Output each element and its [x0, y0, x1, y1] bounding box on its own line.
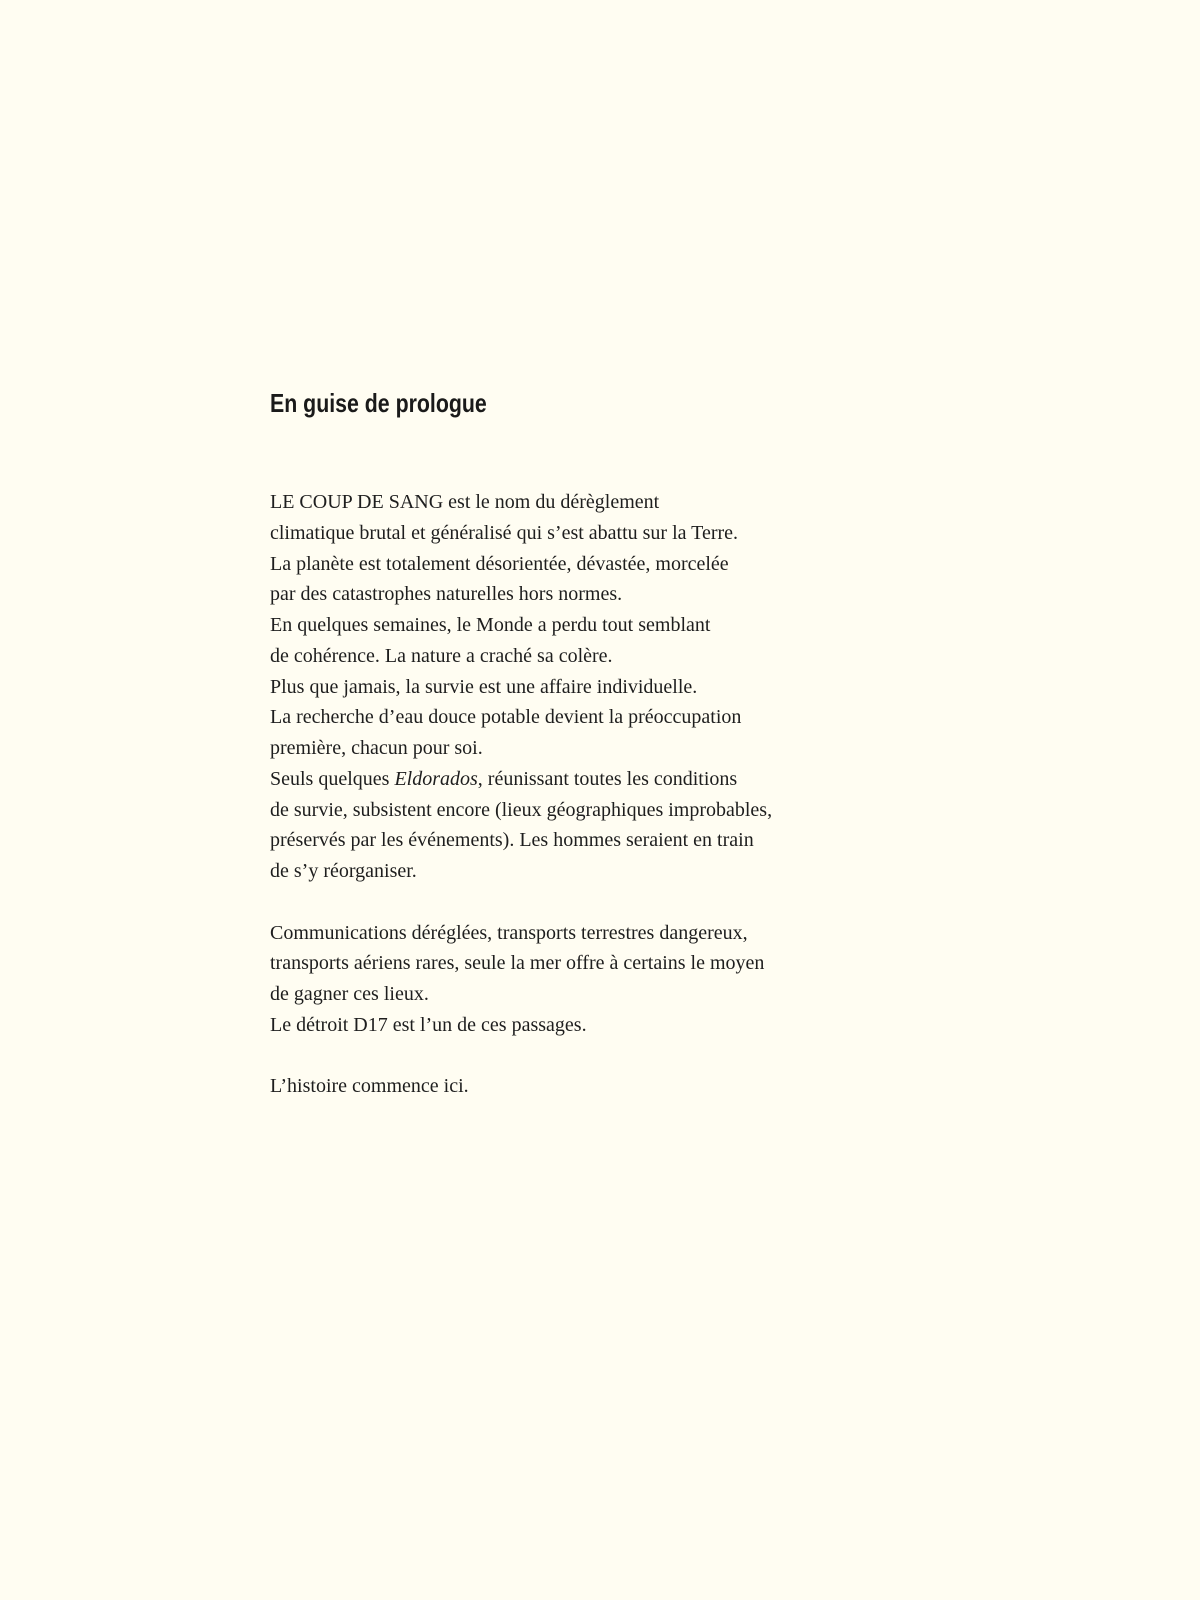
- text-line: de gagner ces lieux.: [270, 983, 429, 1005]
- prologue-text: [270, 487, 830, 1102]
- text-line: climatique brutal et généralisé qui s’est abattu sur la Terre.: [270, 521, 739, 544]
- prologue-title: En guise de prologue: [270, 388, 487, 418]
- text-line: Plus que jamais, la survie est une affaire individuelle.: [270, 675, 698, 698]
- paragraph-spacer: [270, 1041, 830, 1072]
- text-line: LE COUP DE SANG est le nom du dérèglement: [270, 491, 660, 513]
- text-line-eldorados: [270, 764, 830, 795]
- eldorados-italic: Eldorados: [394, 767, 478, 790]
- paragraph-histoire: [270, 1071, 830, 1102]
- paragraph-communications: [270, 918, 830, 1041]
- text-line: Communications déréglées, transports terrestres dangereux,: [270, 921, 748, 944]
- text-line: La recherche d’eau douce potable devient la préoccupation: [270, 706, 742, 729]
- text-line: de survie, subsistent encore (lieux géographiques improbables,: [270, 798, 773, 821]
- text-line: de cohérence. La nature a craché sa colère.: [270, 644, 613, 667]
- paragraph-coup-de-sang: [270, 487, 830, 887]
- text-line: préservés par les événements). Les hommes seraient en train: [270, 829, 754, 852]
- text-line: par des catastrophes naturelles hors normes.: [270, 583, 623, 606]
- text-segment: , réunissant toutes les conditions: [477, 767, 738, 790]
- text-line: de s’y réorganiser.: [270, 860, 417, 882]
- text-line: En quelques semaines, le Monde a perdu tout semblant: [270, 614, 711, 636]
- text-line: Le détroit D17 est l’un de ces passages.: [270, 1013, 587, 1036]
- paragraph-spacer: [270, 887, 830, 918]
- text-line: La planète est totalement désorientée, dévastée, morcelée: [270, 552, 729, 575]
- text-line: L’histoire commence ici.: [270, 1075, 469, 1098]
- text-line: transports aériens rares, seule la mer offre à certains le moyen: [270, 952, 765, 975]
- text-line: première, chacun pour soi.: [270, 737, 483, 759]
- text-segment: Seuls quelques: [270, 767, 395, 790]
